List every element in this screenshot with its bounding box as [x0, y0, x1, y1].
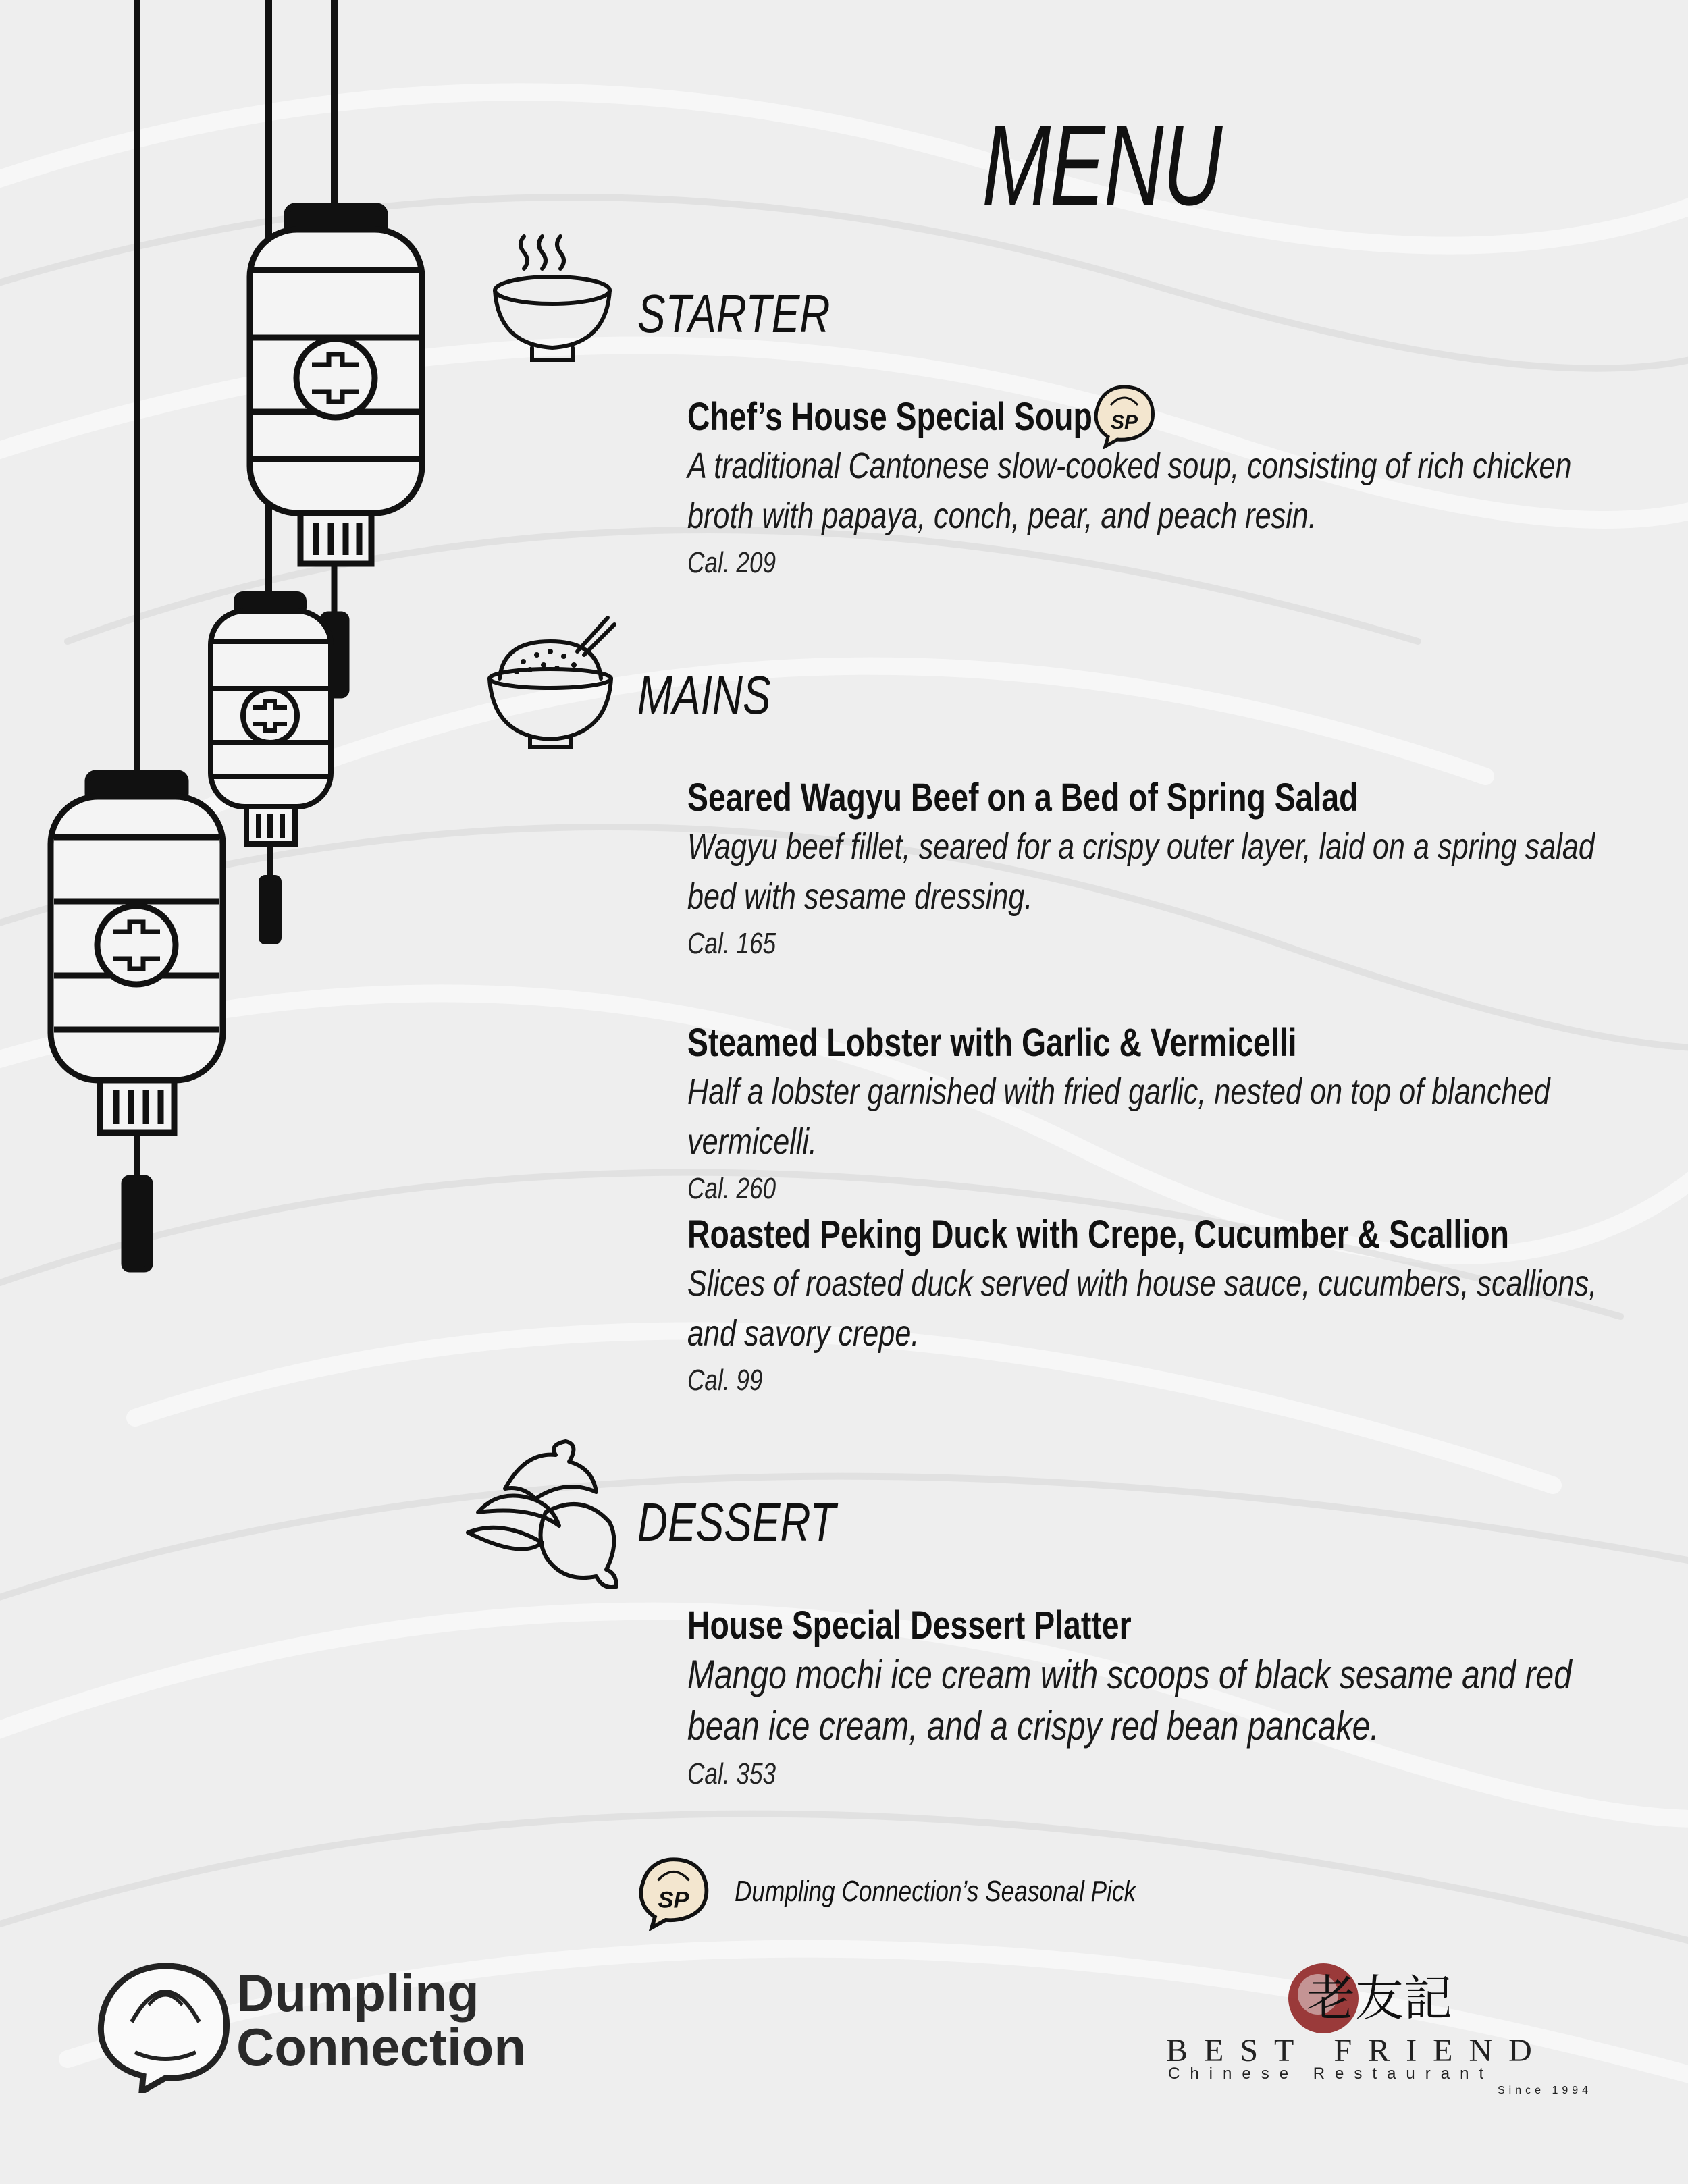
item-description: Mango mochi ice cream with scoops of black sesame and red bean ice cream, and a crispy red bean pancake.: [687, 1652, 1572, 1749]
legend-text: Dumpling Connection’s Seasonal Pick: [735, 1875, 1136, 1908]
soup-bowl-icon: [492, 230, 613, 365]
best-friend-since: Since 1994: [1498, 2085, 1593, 2096]
item-calories: Cal. 99: [687, 1364, 763, 1397]
legend-badge-label: SP: [658, 1887, 689, 1913]
dumpling-connection-wordmark: [236, 1963, 526, 2077]
best-friend-name: BEST FRIEND: [1166, 2033, 1548, 2069]
lantern-large-bottom: [51, 773, 223, 1269]
fortune-cookie-icon: [465, 1438, 627, 1593]
item-name: Steamed Lobster with Garlic & Vermicelli: [687, 1021, 1297, 1065]
item-description: Slices of roasted duck served with house sauce, cucumbers, scallions, and savory crepe.: [687, 1263, 1598, 1354]
item-calories: Cal. 209: [687, 546, 776, 579]
lantern-small-middle: [211, 594, 331, 942]
hanging-lanterns-illustration: [0, 0, 473, 1283]
menu-item: [687, 1019, 1606, 1211]
item-name: House Special Dessert Platter: [687, 1603, 1132, 1647]
item-calories: Cal. 353: [687, 1757, 776, 1790]
badge-label: SP: [1110, 411, 1138, 433]
menu-item: [687, 1602, 1606, 1796]
menu-item: [687, 774, 1606, 966]
best-friend-chinese-name: 老友記: [1307, 1970, 1453, 2027]
section-title-mains: MAINS: [637, 665, 771, 725]
item-name: Chef’s House Special Soup: [687, 395, 1092, 439]
rice-bowl-chopsticks-icon: [483, 614, 618, 749]
menu-title: MENU: [982, 101, 1222, 230]
item-name: Roasted Peking Duck with Crepe, Cucumber & Scallion: [687, 1213, 1509, 1256]
item-description: Wagyu beef fillet, seared for a crispy outer layer, laid on a spring salad bed with sesame dressing.: [687, 826, 1595, 917]
item-calories: Cal. 165: [687, 927, 776, 960]
section-title-dessert: DESSERT: [637, 1492, 836, 1552]
seasonal-pick-badge-icon: [1090, 381, 1158, 449]
item-description: Half a lobster garnished with fried garlic, nested on top of blanched vermicelli.: [687, 1071, 1550, 1162]
menu-item: [687, 1211, 1606, 1403]
item-name: Seared Wagyu Beef on a Bed of Spring Salad: [687, 776, 1359, 820]
logo-line-2: Connection: [236, 2017, 526, 2077]
seasonal-pick-legend-icon: [635, 1853, 712, 1931]
item-description: A traditional Cantonese slow-cooked soup, consisting of rich chicken broth with papaya, conch, pear, and peach resin.: [687, 446, 1572, 536]
best-friend-subtitle: Chinese Restaurant: [1168, 2065, 1494, 2083]
logo-line-1: Dumpling: [236, 1963, 479, 2023]
item-calories: Cal. 260: [687, 1172, 776, 1205]
section-title-starter: STARTER: [637, 284, 830, 344]
